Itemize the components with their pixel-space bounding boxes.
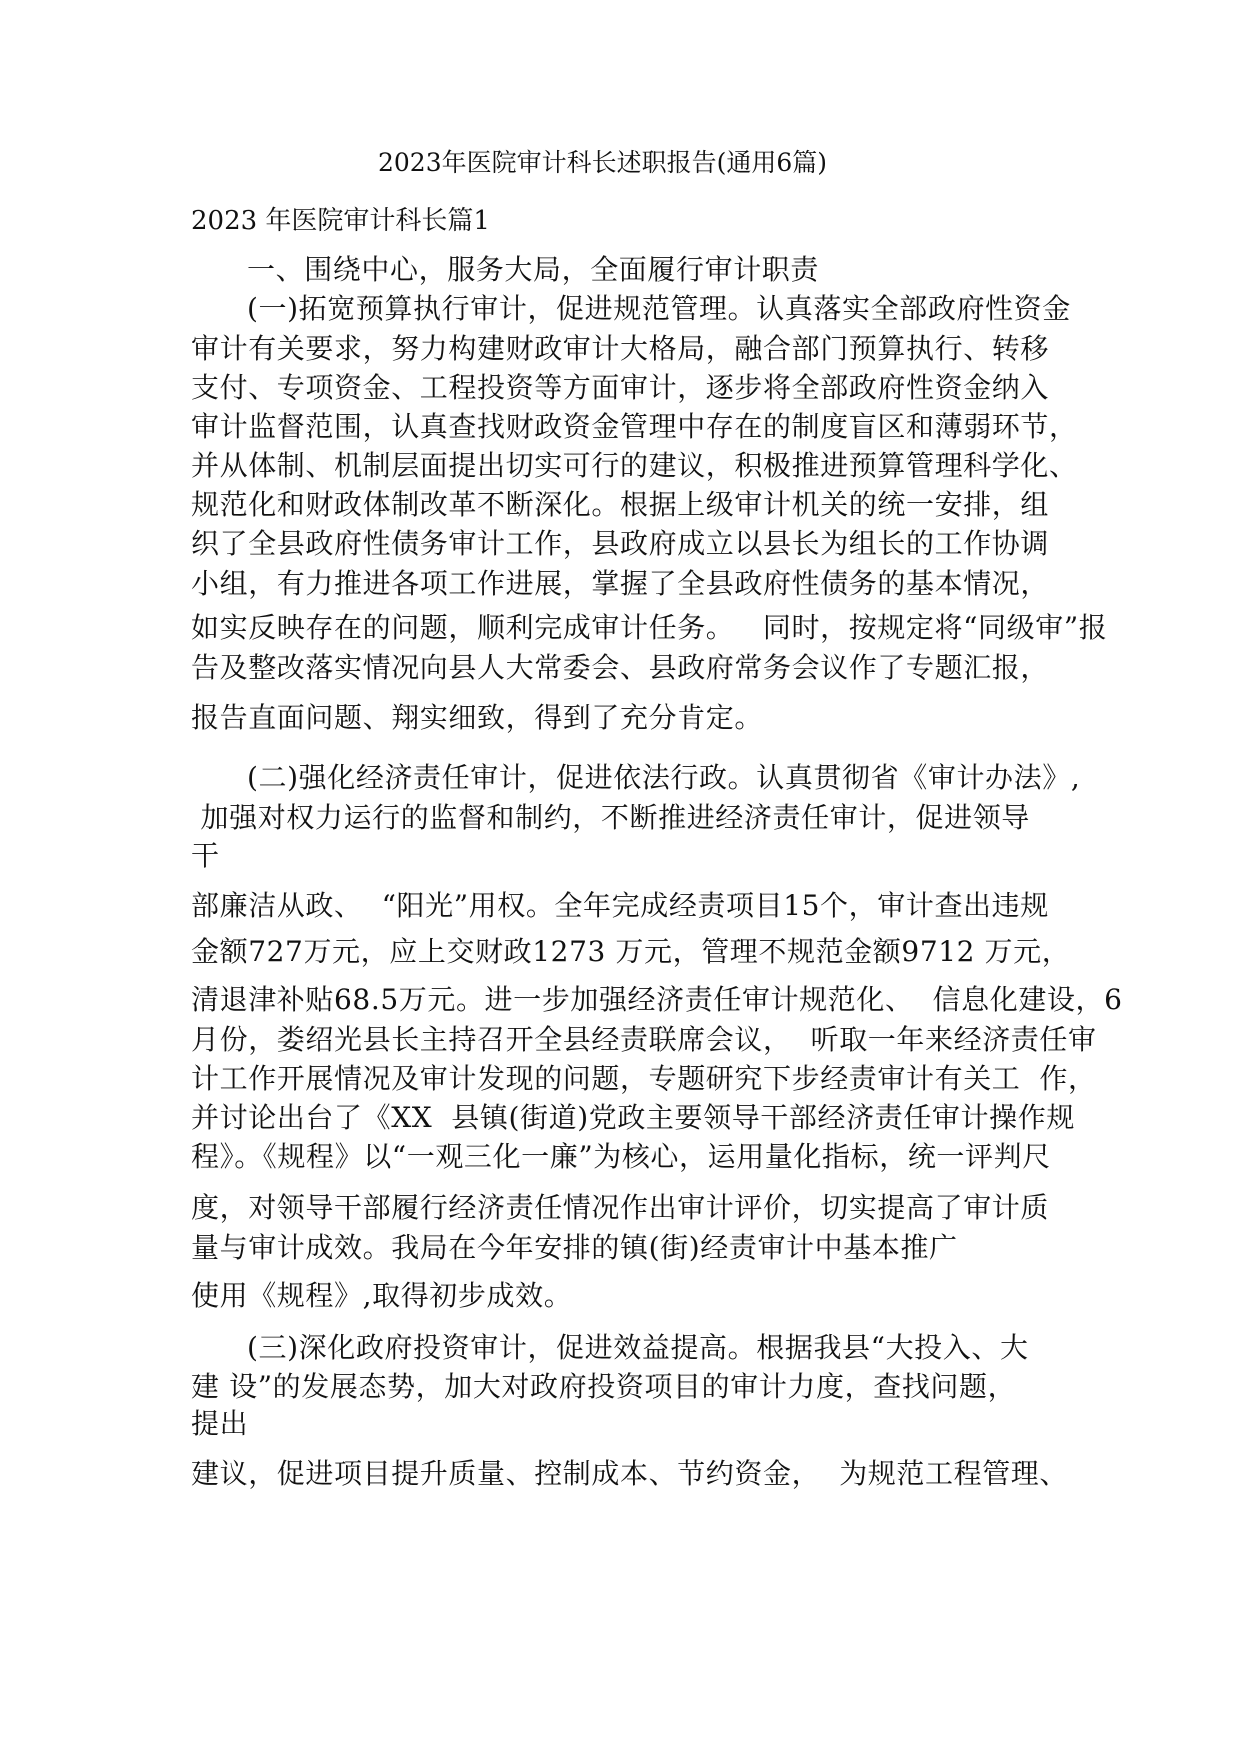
subheading: 一、围绕中心，服务大局，全面履行审计职责 bbox=[247, 253, 820, 286]
paragraph-line: 审计监督范围，认真查找财政资金管理中存在的制度盲区和薄弱环节， bbox=[191, 410, 1078, 443]
paragraph-line: 建 设”的发展态势，加大对政府投资项目的审计力度，查找问题， bbox=[191, 1370, 1017, 1403]
paragraph-line: 并讨论出台了《XX 县镇(街道)党政主要领导干部经济责任审计操作规 bbox=[191, 1101, 1075, 1134]
paragraph-line: 如实反映存在的问题，顺利完成审计任务。 同时，按规定将“同级审”报 bbox=[191, 611, 1108, 644]
paragraph-line: 建议，促进项目提升质量、控制成本、节约资金， 为规范工程管理、 bbox=[191, 1457, 1069, 1490]
paragraph-line: 并从体制、机制层面提出切实可行的建议，积极推进预算管理科学化、 bbox=[191, 449, 1078, 482]
paragraph-line: 月份，娄绍光县长主持召开全县经责联席会议， 听取一年来经济责任审 bbox=[191, 1023, 1097, 1056]
paragraph-line: 干 bbox=[191, 839, 220, 872]
paragraph-line: 程》。《规程》以“一观三化一廉”为核心，运用量化指标，统一评判尺 bbox=[191, 1140, 1051, 1173]
paragraph-line: 支付、专项资金、工程投资等方面审计，逐步将全部政府性资金纳入 bbox=[191, 371, 1050, 404]
paragraph-line: (二)强化经济责任审计，促进依法行政。认真贯彻省《审计办法》, bbox=[247, 761, 1081, 794]
paragraph-line: 部廉洁从政、 “阳光”用权。全年完成经责项目15个，审计查出违规 bbox=[191, 889, 1049, 922]
paragraph-line: 金额727万元，应上交财政1273 万元，管理不规范金额9712 万元， bbox=[191, 935, 1071, 968]
paragraph-line: 加强对权力运行的监督和制约，不断推进经济责任审计，促进领导 bbox=[191, 801, 1030, 834]
paragraph-line: 使用《规程》,取得初步成效。 bbox=[191, 1279, 573, 1312]
document-title: 2023年医院审计科长述职报告(通用6篇) bbox=[378, 148, 828, 177]
paragraph-line: 小组，有力推进各项工作进展，掌握了全县政府性债务的基本情况， bbox=[191, 567, 1050, 600]
paragraph-line: (三)深化政府投资审计，促进效益提高。根据我县“大投入、大 bbox=[247, 1331, 1029, 1364]
paragraph-line: 提出 bbox=[191, 1407, 249, 1440]
paragraph-line: 规范化和财政体制改革不断深化。根据上级审计机关的统一安排，组 bbox=[191, 488, 1050, 521]
paragraph-line: 计工作开展情况及审计发现的问题，专题研究下步经责审计有关工 作， bbox=[191, 1062, 1097, 1095]
paragraph-line: 量与审计成效。我局在今年安排的镇(街)经责审计中基本推广 bbox=[191, 1231, 958, 1264]
paragraph-line: 报告直面问题、翔实细致，得到了充分肯定。 bbox=[191, 701, 764, 734]
paragraph-line: 织了全县政府性债务审计工作，县政府成立以县长为组长的工作协调 bbox=[191, 527, 1050, 560]
paragraph-line: 审计有关要求，努力构建财政审计大格局，融合部门预算执行、转移 bbox=[191, 332, 1050, 365]
section-heading: 2023 年医院审计科长篇1 bbox=[191, 206, 490, 236]
paragraph-line: (一)拓宽预算执行审计，促进规范管理。认真落实全部政府性资金 bbox=[247, 292, 1071, 325]
paragraph-line: 告及整改落实情况向县人大常委会、县政府常务会议作了专题汇报， bbox=[191, 651, 1050, 684]
paragraph-line: 清退津补贴68.5万元。进一步加强经济责任审计规范化、 信息化建设，6 bbox=[191, 983, 1123, 1016]
paragraph-line: 度，对领导干部履行经济责任情况作出审计评价，切实提高了审计质 bbox=[191, 1191, 1050, 1224]
